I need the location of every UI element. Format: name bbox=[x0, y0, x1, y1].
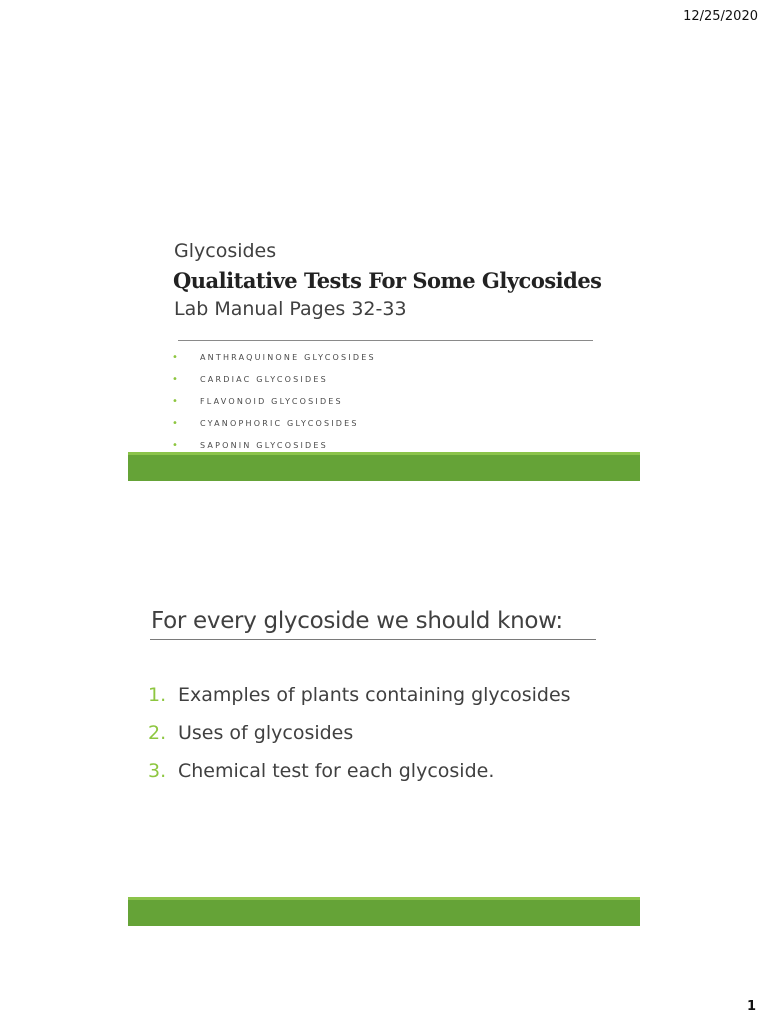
slide-2-divider bbox=[150, 639, 596, 640]
list-item bbox=[148, 714, 571, 752]
list-item bbox=[172, 368, 376, 390]
list-item bbox=[148, 676, 571, 714]
list-item-label: CARDIAC GLYCOSIDES bbox=[200, 374, 328, 384]
list-item-label: Examples of plants containing glycosides bbox=[178, 684, 571, 706]
list-item-label: Chemical test for each glycoside. bbox=[178, 760, 495, 782]
slide-1-topic-list bbox=[172, 346, 376, 456]
slide-2-numbered-list bbox=[148, 676, 571, 790]
slide-1-title: Qualitative Tests For Some Glycosides bbox=[173, 268, 602, 293]
list-number: 3. bbox=[148, 760, 167, 782]
print-date: 12/25/2020 bbox=[683, 9, 758, 24]
bullet-icon: • bbox=[172, 373, 178, 385]
list-item-label: SAPONIN GLYCOSIDES bbox=[200, 440, 328, 450]
slide-1-subtitle: Lab Manual Pages 32-33 bbox=[174, 298, 407, 320]
list-item bbox=[172, 412, 376, 434]
list-item bbox=[172, 346, 376, 368]
slide-1-footer-bar bbox=[128, 452, 640, 481]
bullet-icon: • bbox=[172, 351, 178, 363]
slide-2-heading: For every glycoside we should know: bbox=[151, 608, 563, 634]
list-item-label: Uses of glycosides bbox=[178, 722, 354, 744]
list-item bbox=[172, 390, 376, 412]
bullet-icon: • bbox=[172, 395, 178, 407]
slide-1-kicker: Glycosides bbox=[174, 240, 277, 262]
list-item-label: FLAVONOID GLYCOSIDES bbox=[200, 396, 343, 406]
list-item-label: ANTHRAQUINONE GLYCOSIDES bbox=[200, 352, 376, 362]
list-item bbox=[148, 752, 571, 790]
slide-2-footer-bar bbox=[128, 897, 640, 926]
page-number: 1 bbox=[746, 999, 756, 1014]
bullet-icon: • bbox=[172, 417, 178, 429]
slide-1-divider bbox=[178, 340, 593, 341]
list-number: 1. bbox=[148, 684, 167, 706]
list-number: 2. bbox=[148, 722, 167, 744]
bullet-icon: • bbox=[172, 439, 178, 451]
list-item-label: CYANOPHORIC GLYCOSIDES bbox=[200, 418, 359, 428]
